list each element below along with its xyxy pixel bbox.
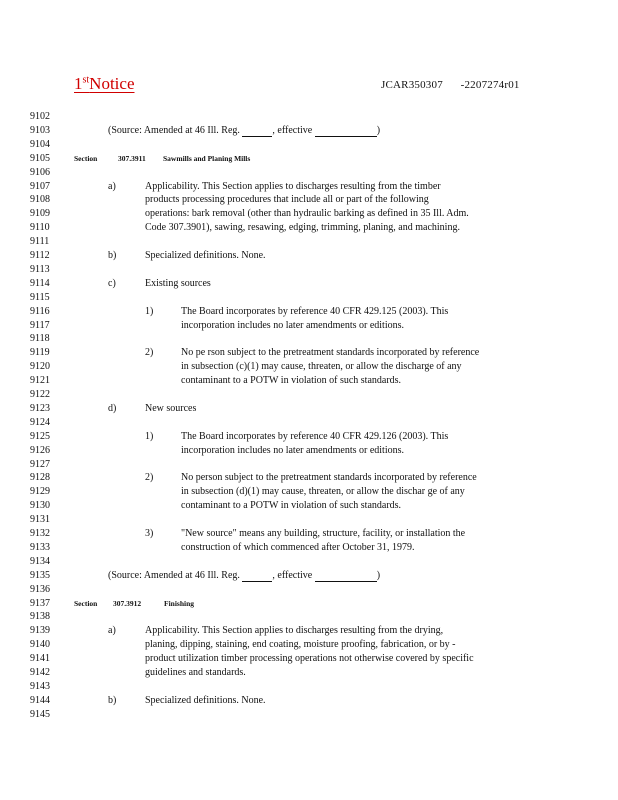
line-number: 9114 (30, 277, 50, 289)
line-number: 9104 (30, 138, 50, 150)
line-number: 9135 (30, 569, 50, 581)
subsection-title: New sources (145, 402, 197, 414)
line-number: 9113 (30, 263, 50, 275)
line-number: 9102 (30, 111, 50, 122)
paragraph-line: Specialized definitions. None. (145, 694, 266, 706)
paragraph-line: construction of which commenced after October 31, 1979. (181, 541, 415, 553)
line-number: 9108 (30, 194, 50, 206)
line-number: 9106 (30, 166, 50, 178)
section-label: Section (74, 598, 98, 608)
line-number: 9122 (30, 389, 50, 400)
line-number: 9123 (30, 402, 50, 414)
item-label: 3) (145, 528, 154, 539)
paragraph-line: No pe rson subject to the pretreatment standards incorporated by reference (181, 347, 480, 359)
line-number: 9115 (30, 291, 50, 303)
line-number: 9117 (30, 319, 50, 331)
line-number: 9136 (30, 583, 50, 595)
paragraph-line: products processing procedures that include all or part of the following (145, 194, 429, 206)
paragraph-line: contaminant to a POTW in violation of such standards. (181, 375, 402, 387)
paragraph-line: Code 307.3901), sawing, resawing, edging, trimming, planing, and machining. (145, 222, 460, 234)
line-number: 9116 (30, 305, 50, 317)
line-number: 9127 (30, 458, 50, 470)
subsection-label: b) (108, 694, 117, 706)
paragraph-line: contaminant to a POTW in violation of such standards. (181, 500, 402, 512)
line-number: 9134 (30, 555, 50, 567)
paragraph-line: operations: bark removal (other than hydraulic barking as defined in 35 Ill. Adm. (145, 208, 469, 220)
paragraph-line: No person subject to the pretreatment standards incorporated by reference (181, 472, 477, 484)
line-number: 9112 (30, 250, 50, 261)
item-label: 2) (145, 347, 154, 359)
blank-effective-date (315, 126, 377, 137)
item-label: 1) (145, 430, 154, 442)
line-number: 9120 (30, 361, 50, 373)
line-number: 9109 (30, 208, 50, 220)
line-number: 9140 (30, 639, 50, 651)
paragraph-line: Applicability. This Section applies to discharges resulting from the timber (145, 180, 441, 192)
line-number: 9111 (30, 236, 50, 248)
line-number: 9138 (30, 611, 50, 623)
paragraph-line: in subsection (d)(1) may cause, threaten, or allow the dischar ge of any (181, 486, 465, 498)
paragraph-line: The Board incorporates by reference 40 CFR 429.125 (2003). This (181, 305, 449, 317)
line-number: 9142 (30, 667, 50, 678)
paragraph-line: in subsection (c)(1) may cause, threaten, or allow the discharge of any (181, 361, 462, 373)
source-note: (Source: Amended at 46 Ill. Reg. , effective ) (108, 569, 381, 581)
paragraph-line: Applicability. This Section applies to discharges resulting from the drying, (145, 625, 444, 637)
line-number: 9129 (30, 486, 50, 498)
line-number: 9125 (30, 430, 50, 442)
source-note: (Source: Amended at 46 Ill. Reg. , effective ) (108, 124, 381, 136)
section-number: 307.3911 (118, 153, 146, 163)
paragraph-line: incorporation includes no later amendments or editions. (181, 319, 404, 331)
subsection-label: a) (108, 625, 116, 637)
section-title: Finishing (164, 598, 195, 608)
line-number: 9139 (30, 625, 50, 637)
document-id: JCAR350307 -2207274r01 (381, 79, 520, 91)
subsection-label: d) (108, 402, 117, 414)
paragraph-line: guidelines and standards. (145, 667, 246, 678)
blank-reg-number (242, 571, 272, 582)
subsection-label: c) (108, 277, 116, 289)
paragraph-line: Specialized definitions. None. (145, 250, 266, 261)
notice-label: 1stNotice (74, 74, 135, 93)
subsection-label: b) (108, 250, 117, 261)
item-label: 1) (145, 305, 154, 317)
subsection-title: Existing sources (145, 277, 211, 289)
line-number: 9133 (30, 541, 50, 553)
line-number: 9132 (30, 528, 50, 539)
line-number: 9128 (30, 472, 50, 484)
line-number: 9144 (30, 694, 50, 706)
line-number: 9131 (30, 514, 50, 526)
paragraph-line: "New source" means any building, structure, facility, or installation the (181, 528, 466, 539)
line-number: 9107 (30, 180, 50, 192)
blank-effective-date (315, 571, 377, 582)
section-number: 307.3912 (113, 598, 142, 608)
line-number: 9110 (30, 222, 50, 234)
line-number: 9143 (30, 680, 50, 692)
item-label: 2) (145, 472, 154, 484)
subsection-label: a) (108, 180, 116, 192)
paragraph-line: planing, dipping, staining, end coating, moisture proofing, fabrication, or by - (145, 639, 456, 651)
line-number: 9145 (30, 708, 50, 720)
line-number: 9124 (30, 416, 50, 428)
paragraph-line: product utilization timber processing operations not otherwise covered by specific (145, 653, 474, 665)
line-number: 9126 (30, 444, 50, 456)
line-number: 9141 (30, 653, 50, 665)
line-number: 9118 (30, 333, 50, 345)
line-number: 9137 (30, 597, 50, 609)
line-number: 9103 (30, 124, 50, 136)
line-number: 9105 (30, 152, 50, 164)
section-title: Sawmills and Planing Mills (163, 153, 251, 163)
paragraph-line: incorporation includes no later amendments or editions. (181, 444, 404, 456)
line-number: 9119 (30, 347, 50, 359)
section-label: Section (74, 153, 98, 163)
line-number: 9121 (30, 375, 50, 387)
paragraph-line: The Board incorporates by reference 40 CFR 429.126 (2003). This (181, 430, 449, 442)
line-number: 9130 (30, 500, 50, 512)
blank-reg-number (242, 126, 272, 137)
